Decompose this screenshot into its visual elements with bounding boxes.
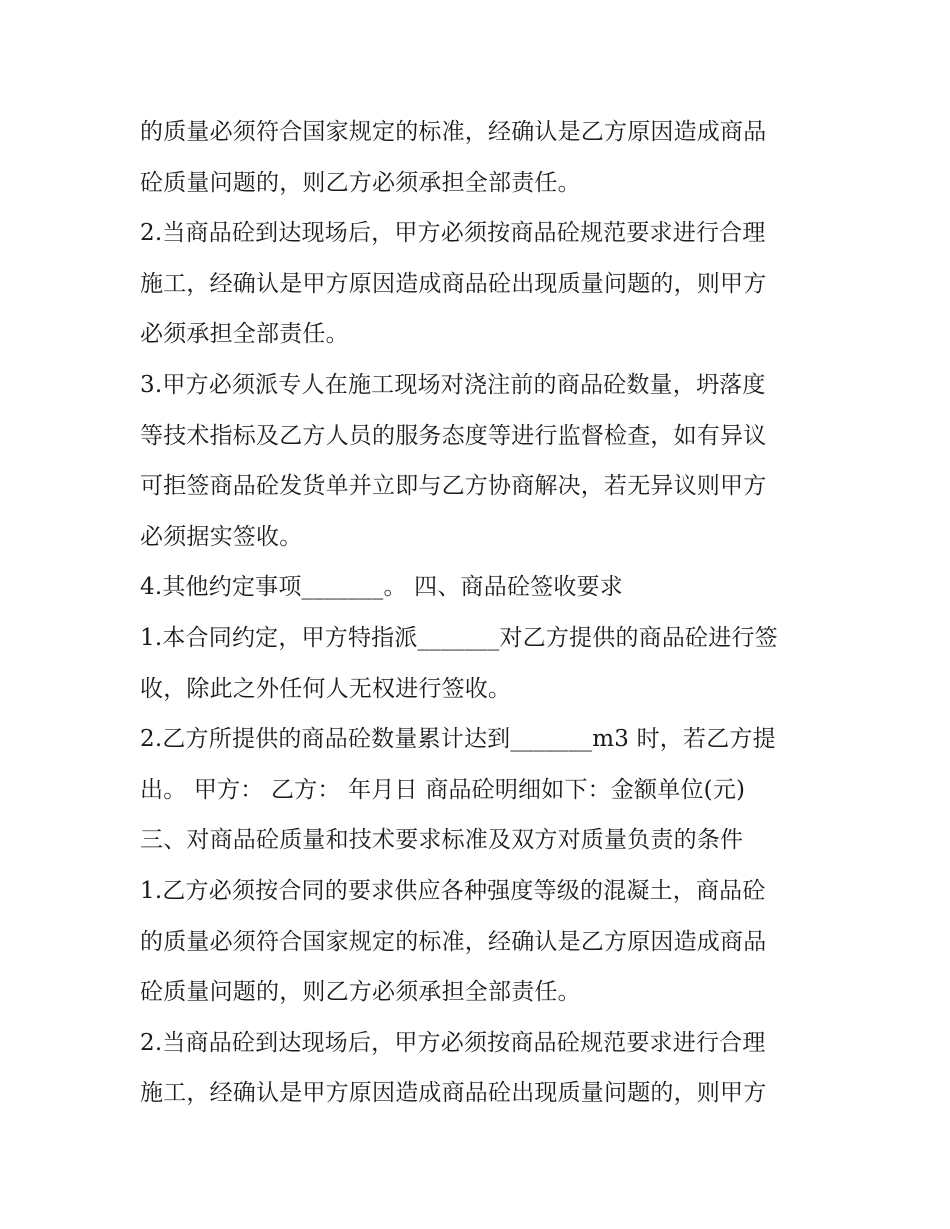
text-line: 收，除此之外任何人无权进行签收。: [140, 675, 512, 702]
text-line: 1.乙方必须按合同的要求供应各种强度等级的混凝土，商品砼: [140, 877, 766, 904]
text-line: 可拒签商品砼发货单并立即与乙方协商解决，若无异议则甲方: [140, 473, 767, 500]
text-line: 的质量必须符合国家规定的标准，经确认是乙方原因造成商品: [140, 119, 767, 145]
document-body: [140, 107, 840, 1119]
text-line: 施工，经确认是甲方原因造成商品砼出现质量问题的，则甲方: [140, 1080, 767, 1107]
text-line: 2.当商品砼到达现场后，甲方必须按商品砼规范要求进行合理: [140, 1029, 766, 1056]
text-line: 2.当商品砼到达现场后，甲方必须按商品砼规范要求进行合理: [140, 220, 766, 247]
text-line: 砼质量问题的，则乙方必须承担全部责任。: [140, 169, 581, 196]
text-line: 出。 甲方： 乙方： 年月日 商品砼明细如下：金额单位(元): [140, 776, 746, 803]
text-line: 施工，经确认是甲方原因造成商品砼出现质量问题的，则甲方: [140, 270, 767, 297]
text-line: 4.其他约定事项_______。 四、商品砼签收要求: [140, 574, 623, 601]
text-line: 等技术指标及乙方人员的服务态度等进行监督检查，如有异议: [140, 422, 767, 449]
text-line: 3.甲方必须派专人在施工现场对浇注前的商品砼数量，坍落度: [140, 371, 766, 398]
text-line: 的质量必须符合国家规定的标准，经确认是乙方原因造成商品: [140, 928, 767, 955]
text-line: 必须据实签收。: [140, 523, 303, 550]
text-line: 必须承担全部责任。: [140, 321, 349, 348]
section-heading: 三、对商品砼质量和技术要求标准及双方对质量负责的条件: [140, 827, 744, 854]
text-line: 砼质量问题的，则乙方必须承担全部责任。: [140, 979, 581, 1006]
text-line: 1.本合同约定，甲方特指派_______对乙方提供的商品砼进行签: [140, 624, 778, 651]
text-line: 2.乙方所提供的商品砼数量累计达到_______m3 时，若乙方提: [140, 726, 776, 753]
